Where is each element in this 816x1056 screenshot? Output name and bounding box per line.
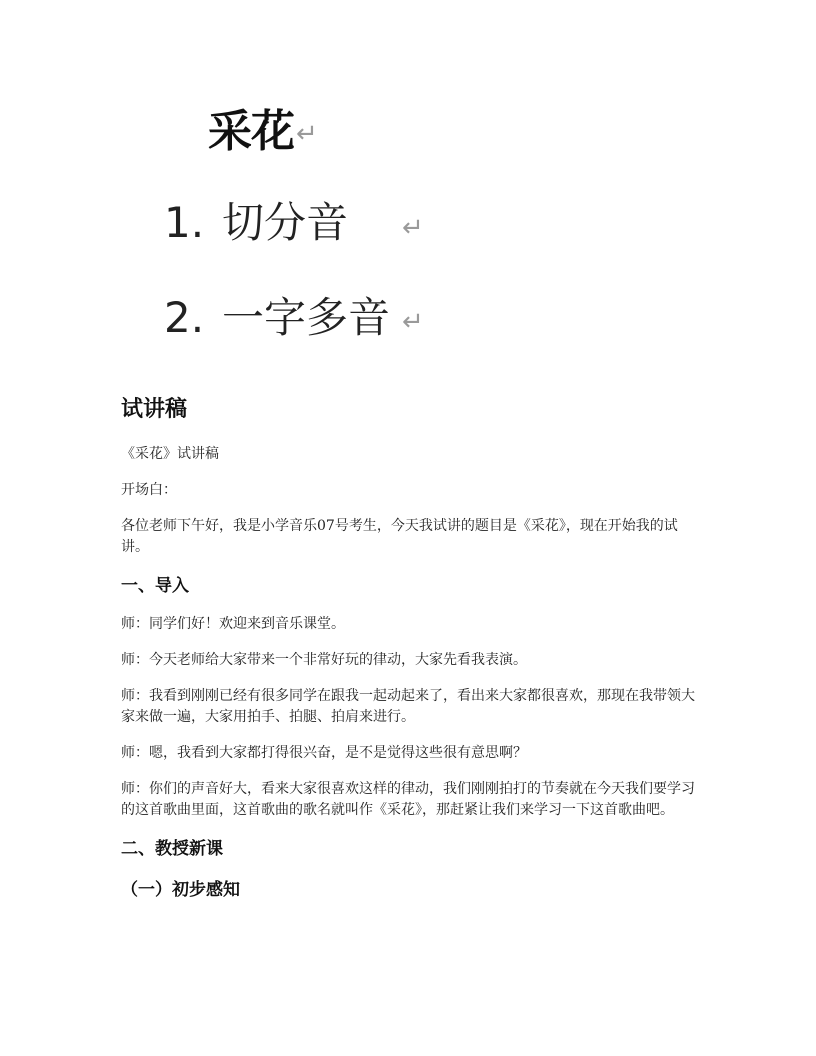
- sub-heading-initial-perception: （一）初步感知: [121, 880, 240, 900]
- paragraph: 师：同学们好！欢迎来到音乐课堂。: [121, 616, 345, 632]
- opening-label: 开场白：: [121, 482, 177, 498]
- return-mark-icon: ↵: [402, 213, 424, 243]
- cover-item-number: 2.: [164, 293, 205, 342]
- opening-paragraph: 各位老师下午好，我是小学音乐07号考生，今天我试讲的题目是《采花》，现在开始我的试讲。: [121, 518, 678, 555]
- document-heading: 试讲稿: [121, 397, 188, 422]
- return-mark-icon: ↵: [402, 307, 424, 337]
- document-title-paragraph: 《采花》试讲稿: [121, 446, 219, 462]
- cover-item-1: [164, 198, 348, 248]
- paragraph: 师：今天老师给大家带来一个非常好玩的律动，大家先看我表演。: [121, 652, 527, 668]
- cover-title: 采花: [208, 106, 294, 157]
- paragraph: 师：你们的声音好大，看来大家很喜欢这样的律动，我们刚刚拍打的节奏就在今天我们要学习的这首歌曲里面，这首歌曲的歌名就叫作《采花》，那赶紧让我们来学习一下这首歌曲吧。: [121, 781, 695, 818]
- section-heading-new-lesson: 二、教授新课: [121, 839, 223, 859]
- cover-item-number: 1.: [164, 198, 205, 247]
- cover-item-text: 一字多音: [222, 293, 391, 342]
- section-heading-intro: 一、导入: [121, 576, 189, 596]
- paragraph: 师：我看到刚刚已经有很多同学在跟我一起动起来了，看出来大家都很喜欢，那现在我带领大家来做一遍，大家用拍手、拍腿、拍肩来进行。: [121, 688, 695, 725]
- cover-item-2: [164, 293, 390, 343]
- paragraph: 师：嗯，我看到大家都打得很兴奋，是不是觉得这些很有意思啊？: [121, 745, 527, 761]
- document-body: [121, 394, 701, 903]
- return-mark-icon: ↵: [296, 119, 318, 149]
- lesson-title-image: [150, 95, 450, 355]
- cover-item-text: 切分音: [222, 198, 349, 247]
